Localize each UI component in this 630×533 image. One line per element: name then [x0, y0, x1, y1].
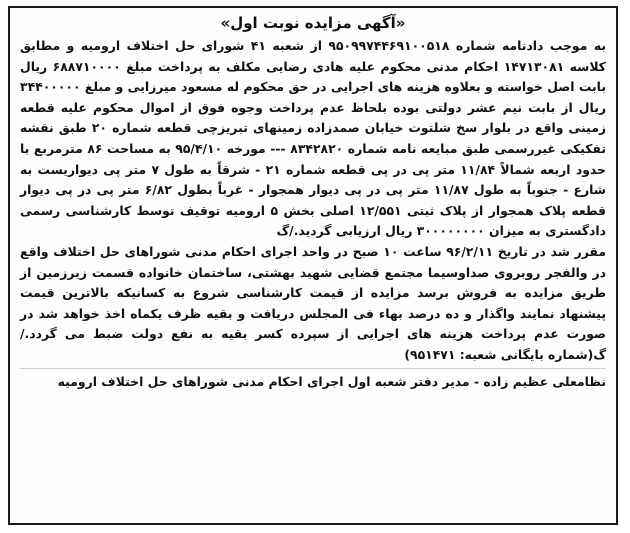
notice-paragraph-ruling: به موجب دادنامه شماره ۹۵۰۹۹۷۴۴۶۹۱۰۰۵۱۸ از شعبه ۴۱ شورای حل اختلاف ارومیه و مطابق کلاسه ۱۴۷۱۳۰۸۱ احکام مدنی محکوم علیه هادی رضایی مکلف به پرداخت مبلغ ۶۸۸۷۱۰۰۰۰ ریال بابت اصل خواسته و بعلاوه هزینه های اجرایی در حق محکوم له مسعود میرزایی و مبلغ ۳۴۴۰۰۰۰۰ ریال از بابت نیم عشر دولتی بوده بلحاظ عدم پرداخت وجوه فوق از اموال محکوم علیه قطعه زمینی واقع در بلوار سخ شلتوت خیابان صمدزاده زمینهای تبریزچی قطعه شماره ۲۰ طبق نقشه تفکیکی غیررسمی طبق مبایعه نامه شماره ۸۳۴۲۸۲۰ --- مورخه ۹۵/۴/۱۰ به مساحت ۸۶ مترمربع با حدود اربعه شمالاً ۱۱/۸۴ متر پی در پی قطعه شماره ۲۱ - شرقاً به طول ۷ متر پی دیواریست به شارع - جنوباً به طول ۱۱/۸۷ متر پی در پی دیوار همجوار - غرباً بطول ۶/۸۲ متر پی در پی دیوار قطعه پلاک همجوار از پلاک ثبتی ۱۲/۵۵۱ اصلی بخش ۵ ارومیه توقیف توسط کارشناسی رسمی دادگستری به میزان ۳۰۰۰۰۰۰۰۰ ریال ارزیابی گردید./گ: [20, 38, 607, 239]
notice-body: [20, 36, 606, 366]
notice-signature: نظامعلی عظیم زاده - مدیر دفتر شعبه اول اجرای احکام مدنی شوراهای حل اختلاف ارومیه: [20, 368, 606, 393]
auction-notice: [8, 6, 618, 525]
notice-title: «آگهی مزایده نوبت اول»: [220, 14, 406, 32]
notice-paragraph-auction-terms: مقرر شد در تاریخ ۹۶/۲/۱۱ ساعت ۱۰ صبح در واحد اجرای احکام مدنی شوراهای حل اختلاف واقع در والفجر روبروی صداوسیما مجتمع قضایی شهید بهشتی، ساختمان خانواده قسمت زیرزمین از طریق مزایده به فروش برسد مزایده از قیمت کارشناسی شروع به کسانیکه بالاترین قیمت پیشنهاد نمایند واگذار و ده درصد بهاء فی المجلس دریافت و بقیه ظرف یکماه اخذ خواهد شد در صورت عدم پرداخت هزینه های اجرایی از سپرده کسر بقیه به نفع دولت ضبط می گردد./گ(شماره بایگانی شعبه: ۹۵۱۴۷۱): [20, 243, 607, 362]
